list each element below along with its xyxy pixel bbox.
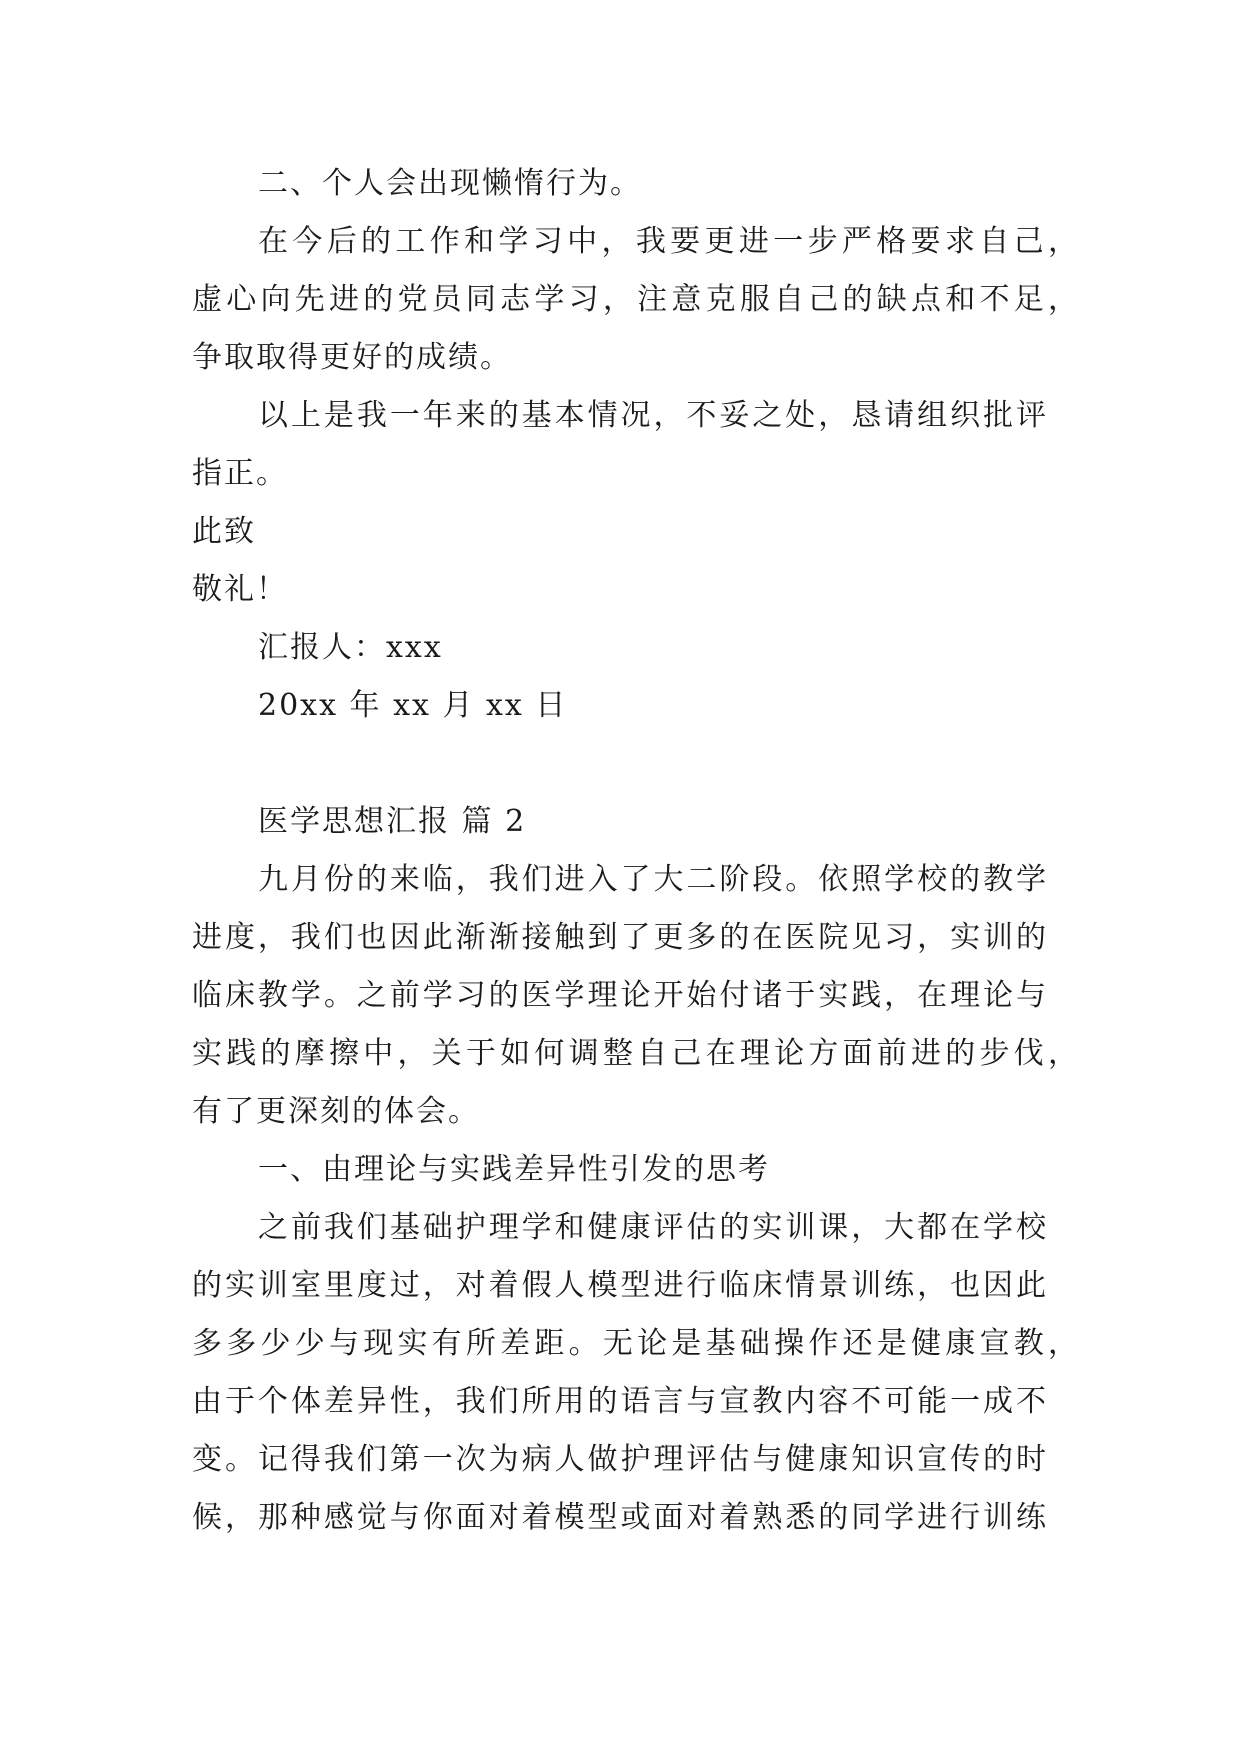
line-02: 在今后的工作和学习中，我要更进一步严格要求自己， xyxy=(258,224,1080,259)
line-23: 候，那种感觉与你面对着模型或面对着熟悉的同学进行训练 xyxy=(192,1500,1048,1535)
subheading: 一、由理论与实践差异性引发的思考 xyxy=(258,1152,770,1187)
line-21: 由于个体差异性，我们所用的语言与宣教内容不可能一成不 xyxy=(192,1384,1048,1419)
line-16: 有了更深刻的体会。 xyxy=(192,1094,480,1129)
section-title: 医学思想汇报 篇 2 xyxy=(258,804,527,839)
line-15: 实践的摩擦中，关于如何调整自己在理论方面前进的步伐， xyxy=(192,1036,1080,1071)
line-07: 此致 xyxy=(192,514,256,549)
line-14: 临床教学。之前学习的医学理论开始付诸于实践，在理论与 xyxy=(192,978,1048,1013)
line-04: 争取取得更好的成绩。 xyxy=(192,340,512,375)
line-12: 九月份的来临，我们进入了大二阶段。依照学校的教学 xyxy=(258,862,1048,897)
line-03: 虚心向先进的党员同志学习，注意克服自己的缺点和不足， xyxy=(192,282,1080,317)
line-06: 指正。 xyxy=(192,456,288,491)
line-05: 以上是我一年来的基本情况，不妥之处，恳请组织批评 xyxy=(258,398,1048,433)
line-10: 20xx 年 xx 月 xx 日 xyxy=(258,688,568,723)
line-20: 多多少少与现实有所差距。无论是基础操作还是健康宣教， xyxy=(192,1326,1080,1361)
line-08: 敬礼！ xyxy=(192,572,288,607)
line-01: 二、个人会出现懒惰行为。 xyxy=(258,166,642,201)
line-18: 之前我们基础护理学和健康评估的实训课，大都在学校 xyxy=(258,1210,1048,1245)
line-09: 汇报人：xxx xyxy=(258,630,443,665)
line-19: 的实训室里度过，对着假人模型进行临床情景训练，也因此 xyxy=(192,1268,1048,1303)
line-22: 变。记得我们第一次为病人做护理评估与健康知识宣传的时 xyxy=(192,1442,1048,1477)
line-13: 进度，我们也因此渐渐接触到了更多的在医院见习，实训的 xyxy=(192,920,1048,955)
